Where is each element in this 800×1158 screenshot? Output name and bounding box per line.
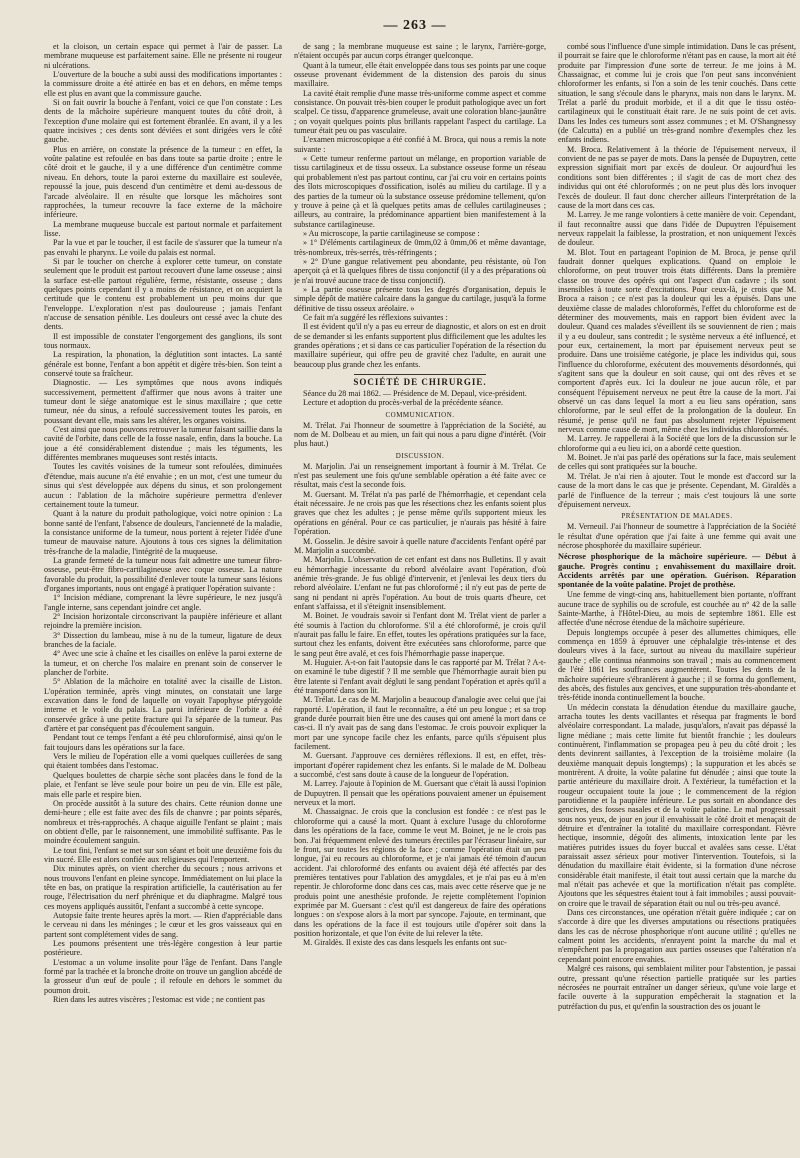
- paragraph: M. Chassaignac. Je crois que la conclusion est fondée : ce n'est pas le chloroforme qui a causé la mort. Quant à exclure l'usage du chloroforme dans les opérations de la face, comme le veut M. Boinet, je ne le crois pas bon. J'ai fréquemment enlevé des tumeurs érectiles par l'écraseur linéaire, sur le front, sur toutes les régions de la face ; comme l'opération était un peu longue, j'ai eu recours au chloroforme, et je n'ai jamais été témoin d'aucun accident. J'ai chloroformé des enfants ou avaient déjà été affectés par des premières tentatives pour l'ablation des amygdales, et je n'ai pas eu à m'en repentir. Je chloroforme donc dans ces cas, mais avec cette réserve que je ne produis point une anesthésie profonde. Je rejette complètement l'opinion exprimée par M. Guersant : c'est qu'il est dangereux de faire des opérations longues : on s'expose alors à la mort par syncope. J'ajoute, en terminant, que dans les opérations de la face il est toujours utile d'opérer soit dans la position horizontale, et que l'on évite de lui relever la tête.: [294, 807, 546, 938]
- paragraph: Une femme de vingt-cinq ans, habituellement bien portante, n'offrant aucune trace de syphilis ou de scrofule, est couchée au n° 42 de la salle Sainte-Marthe, à l'Hôtel-Dieu, au mois de septembre 1861. Elle est affectée d'une nécrose étendue de la mâchoire supérieure.: [558, 590, 796, 628]
- paragraph: 4° Avec une scie à chaîne et les cisailles on enlève la paroi externe de la tumeur, et on cherche l'os malaire en prenant soin de conserver le plancher de l'orbite.: [44, 649, 282, 678]
- paragraph: M. Guersant. M. Trélat n'a pas parlé de l'hémorrhagie, et cependant cela était nécessaire. Je ne crois pas que les résections chez les enfants soient plus graves que chez les adultes ; je pense même qu'ils supportent mieux les opérations en général. Pour ce cas particulier, je n'aurais pas hésité à faire l'opération.: [294, 489, 546, 537]
- paragraph: La grande fermeté de la tumeur nous fait admettre une tumeur fibro-osseuse, peut-être fibro-cartilagineuse avec coque osseuse. La nature favorable du produit, la possibilité d'enlever toute la tumeur sans lésions d'organes importants, nous ont engagé à pratiquer l'opération suivante :: [44, 555, 282, 593]
- paragraph: M. Larrey. J'ajoute à l'opinion de M. Guersant que c'était là aussi l'opinion de Dupuytren. Il pensait que les opérations pouvaient amener un épuisement nerveux et la mort.: [294, 779, 546, 808]
- paragraph: M. Trélat. Le cas de M. Marjolin a beaucoup d'analogie avec celui que j'ai rapporté. L'opération, il faut le reconnaître, a été un peu longue ; et sa trop grande durée pourrait bien être une des causes qui ont amené la mort dans ce cas-ci. Il n'y avait pas de sang dans l'estomac. Je crois pouvoir expliquer la mort par une syncope facile chez les enfants, parce qu'ils s'épuisent plus facilement.: [294, 695, 546, 752]
- communication-text: [294, 421, 546, 449]
- paragraph: Plus en arrière, on constate la présence de la tumeur : en effet, la voûte palatine est refoulée en bas dans toute sa partie droite ; entre le côté droit et le gauche, il y a une différence d'un centimètre comme niveau. En dehors, toute la paroi externe du maxillaire est soulevée, repoussé la joue, puis descend d'un centimètre et demi au-dessous de l'arcade alvéolaire. Il en résulte que lorsque les mâchoires sont rapprochées, la tumeur recouvre la face externe de la mâchoire inférieure.: [44, 144, 282, 220]
- paragraph: M. Guersant. J'approuve ces dernières réflexions. Il est, en effet, très-important d'opérer rapidement chez les enfants. Si le malade de M. Dolbeau a succombé, c'est sans doute à cause de la longueur de l'opération.: [294, 751, 546, 780]
- paragraph: M. Huguier. A-t-on fait l'autopsie dans le cas rapporté par M. Trélat ? A-t-on examiné le tube digestif ? Il me semble que l'hémorrhagie aurait bien pu être latente si l'enfant avait dégluti le sang pendant l'opération et après qu'il a été transporté dans son lit.: [294, 657, 546, 695]
- paragraph: M. Gosselin. Je désire savoir à quelle nature d'accidents l'enfant opéré par M. Marjolin a succombé.: [294, 536, 546, 555]
- paragraph: M. Boinet. Je voudrais savoir si l'enfant dont M. Trélat vient de parler a été soumis à l'action du chloroforme. S'il a été chloroformé, je crois qu'il n'aurait pas fallu le faire. En effet, toutes les opérations pratiquées sur la face, surtout chez les enfants, doivent être exécutées sans chloroforme, parce que le sang peut être avalé, et ces fois l'hémorrhagie passe inaperçue.: [294, 611, 546, 658]
- paragraph: M. Trélat. J'ai l'honneur de soumettre à l'appréciation de la Société, au nom de M. Dolbeau et au mien, un fait qui nous a paru digne d'intérêt. (Voir plus haut.): [294, 420, 546, 449]
- column-right: [558, 42, 796, 1011]
- presentation-intro: [558, 522, 796, 550]
- paragraph: Malgré ces raisons, qui semblaient militer pour l'abstention, je passai outre, pressant qu'une résection partielle pratiquée sur les parties nécrosées ne pourrait entraîner un danger sérieux, qu'une voie large et facile ouverte à la suppuration empêcherait la stagnation et la putréfaction du pus, et qu'enfin la soustraction des os jouant le: [558, 964, 796, 1011]
- paragraph: M. Broca. Relativement à la théorie de l'épuisement nerveux, il convient de ne pas se payer de mots. Dans la pensée de Dupuytren, cette expression signifiait mort par excès de douleur. Or aujourd'hui les conditions sont bien différentes ; il s'agit de cas de mort chez des individus qui ont été chloroformés ; on ne peut plus dès lors invoquer l'excès de douleur. Il faut donc chercher ailleurs l'interprétation de la cause de la mort dans ces cas.: [558, 144, 796, 210]
- page-number: — 263 —: [383, 18, 447, 33]
- paragraph: Quant à la tumeur, elle était enveloppée dans tous ses points par une coque osseuse provenant évidemment de la distension des parois du sinus maxillaire.: [294, 60, 546, 89]
- paragraph: C'est ainsi que nous pouvons retrouver la tumeur faisant saillie dans la cavité de l'orbite, dans celle de la fosse nasale, enfin, dans la bouche. La joue a été considérablement distendue ; mais les téguments, les différentes membranes muqueuses sont restés intacts.: [44, 425, 282, 463]
- paragraph: La cavité était remplie d'une masse très-uniforme comme aspect et comme consistance. On pouvait très-bien couper le produit pathologique avec un fort scalpel. Ce tissu, d'apparence grumeleuse, avait une coloration blanc-jaunâtre ; on voyait quelques points plus brillants rappelant l'aspect du cartilage. La tumeur était peu ou pas vasculaire.: [294, 88, 546, 136]
- presentation-heading: PRÉSENTATION DE MALADES.: [621, 512, 733, 521]
- session-info: [294, 389, 546, 408]
- paragraph: combé sous l'influence d'une simple intimidation. Dans le cas présent, il pourrait se faire que le chloroforme n'étant pas en cause, la mort ait été produite par l'impression d'une sorte de terreur. Je me joins à M. Chassaignac, et comme lui je crois que l'on peut sans inconvénient chloroformer les enfants, si l'on a soin de les tenir couchés. Dans cette situation, le sang s'écoule dans le pharynx, mais non dans le larynx. M. Trélat a parlé du produit morbide, et il a dit que le tissu ostéo-cartilagineux qui le constituait était rare. Je ne suis point de cet avis. Dans les Indes ces tumeurs sont assez communes ; et M. O'Shangnessy (de Calcutta) en a publié un très-grand nombre d'exemples chez les enfants indiens.: [558, 42, 796, 145]
- paragraph: Le tout fini, l'enfant se met sur son séant et boit une deuxième fois du vin sucré. Elle est alors confiée aux religieuses qui l'emportent.: [44, 845, 282, 864]
- communication-heading: COMMUNICATION.: [385, 410, 455, 419]
- paragraph: 5° Ablation de la mâchoire en totalité avec la cisaille de Liston. L'opération terminée, après vingt minutes, on constatait une large excavation dans le fond de laquelle on voyait l'apophyse ptérygoïde interne et le voile du palais. La paroi inférieure de l'orbite a été conservée grâce à une petite fracture qui l'a séparée de la tumeur. Pas d'artère et par conséquent pas d'écoulement sanguin.: [44, 677, 282, 734]
- paragraph: » La partie osseuse présente tous les degrés d'organisation, depuis le simple dépôt de matière calcaire dans la gangue du cartilage, jusqu'à la forme définitive de tissu osseux aréolaire. »: [294, 284, 546, 313]
- paragraph: M. Marjolin. L'observation de cet enfant est dans nos Bulletins. Il y avait eu hémorrhagie incessante du rebord alvéolaire avant l'opération, d'où anémie très-grande. Je fus obligé d'intervenir, et j'enlevai les deux tiers du rebord alvéolaire. L'enfant ne fut pas chloroformé ; il n'y eut pas de perte de sang ni pendant ni après l'opération. Au bout de trois quarts d'heure, cet enfant s'affaissa, et il s'éteignit insensiblement.: [294, 555, 546, 611]
- paragraph: L'estomac a un volume insolite pour l'âge de l'enfant. Dans l'angle formé par la trachée et la bronche droite on trouve un ganglion abcédé de la grosseur d'un œuf de poule ; il refoule en dehors le sommet du poumon droit.: [44, 957, 282, 995]
- case-continuation: [294, 42, 546, 369]
- paragraph: Rien dans les autres viscères ; l'estomac est vide ; ne contient pas: [53, 995, 265, 1005]
- paragraph: M. Giraldès. Il existe des cas dans lesquels les enfants ont suc-: [303, 938, 507, 948]
- paragraph: M. Boinet. Je n'ai pas parlé des opérations sur la face, mais seulement de celles qui sont pratiquées sur la bouche.: [558, 453, 796, 472]
- paragraph: M. Verneuil. J'ai l'honneur de soumettre à l'appréciation de la Société le résultat d'une opération que j'ai faite à une femme qui avait une nécrose phosphorée du maxillaire supérieur.: [558, 522, 796, 550]
- paragraph: Lecture et adoption du procès-verbal de la précédente séance.: [303, 398, 504, 408]
- paragraph: Si on fait ouvrir la bouche à l'enfant, voici ce que l'on constate : Les dents de la mâchoire supérieure manquent toutes du côté droit, à l'exception d'une molaire qui est fortement ébranlée. En avant, il y a les quatre incisives ; ces dents sont déviées et sont dirigées vers le côté gauche.: [44, 98, 282, 145]
- paragraph: 3° Dissection du lambeau, mise à nu de la tumeur, ligature de deux branches de la faciale.: [44, 630, 282, 649]
- paragraph: Les poumons présentent une très-légère congestion à leur partie postérieure.: [44, 939, 282, 958]
- paragraph: 1° Incision médiane, comprenant la lèvre supérieure, le nez jusqu'à l'angle interne, sans cependant joindre cet angle.: [44, 593, 282, 612]
- paragraph: Quelques boulettes de charpie sèche sont placées dans le fond de la plaie, et l'enfant se lève seule pour boire un peu de vin. Elle est pâle, mais elle parle et respire bien.: [44, 770, 282, 799]
- paragraph: La respiration, la phonation, la déglutition sont intactes. La santé générale est bonne, l'enfant a bon appétit et digère très-bien. Son teint a conservé toute sa fraîcheur.: [44, 350, 282, 379]
- case-title: Nécrose phosphorique de la mâchoire supérieure. — Début à gauche. Progrès continu ; envahissement du maxillaire droit. Accidents arrêtés par une opération. Guérison. Réparation spontanée de la voûte palatine. Projet de prothèse.: [558, 552, 796, 590]
- paragraph: de sang ; la membrane muqueuse est saine ; le larynx, l'arrière-gorge, n'étaient occupés par aucun corps étranger quelconque.: [294, 42, 546, 61]
- paragraph: M. Blot. Tout en partageant l'opinion de M. Broca, je pense qu'il faudrait donner quelques explications. Quand on emploie le chloroforme, on peut trouver trois états différents. Dans la première classe on trouve des opérés qui ont l'aspect d'un cadavre ; ils sont insensibles à toute sorte d'excitations. Pour ceux-là, je crois que M. Broca a raison ; ce n'est pas la douleur qui les a épuisés. Dans une deuxième classe de malades chloroformés, l'effet du chloroforme est de déterminer des mouvements, mais en rapport bien évident avec la douleur. Quand ces malades s'éveillent ils se souviennent de rien ; mais il y a eu douleur, sans contredit ; le système nerveux a été influencé, et pour eux, certainement, la mort par épuisement nerveux peut se produire. Dans une troisième catégorie, je place les individus qui, sous l'influence du chloroforme, exécutent des mouvements désordonnés, qui s'agitent sans que la douleur en soit cause, qui ont des rêves et se comportent d'après eux. Ici la douleur ne joue aucun rôle, et par conséquent l'épuisement nerveux ne peut être la cause de la mort. J'ai observé un cas dans lequel la mort a eu lieu sans opération, sans chloroforme, par le seul effet de la prolongation de la douleur. En résumé, je pense qu'il ne faut pas absolument rejeter l'épuisement nerveux comme cause de mort, même chez les individus chloroformés.: [558, 247, 796, 435]
- discussion-continuation: [558, 42, 796, 509]
- paragraph: M. Trélat. Je n'ai rien à ajouter. Tout le monde est d'accord sur la cause de la mort dans le cas que je présente. Cependant, M. Giraldès a parlé de l'influence de la terreur ; mais c'est toujours là une sorte d'épuisement nerveux.: [558, 471, 796, 509]
- paragraph: Ce fait m'a suggéré les réflexions suivantes :: [303, 312, 448, 322]
- paragraph: M. Larrey. Je me range volontiers à cette manière de voir. Cependant, il faut reconnaître aussi que dans l'idée de Dupuytren l'épuisement nerveux rappelait la faiblesse, la prostration, et non uniquement l'excès de douleur.: [558, 210, 796, 248]
- paragraph: Vers le milieu de l'opération elle a vomi quelques cuillerées de sang qui étaient tombées dans l'estomac.: [44, 752, 282, 771]
- case-report: [558, 590, 796, 1010]
- paragraph: Diagnostic. — Les symptômes que nous avons indiqués successivement, permettent d'affirmer que nous avons à traiter une tumeur dont le siége anatomique est le sinus maxillaire ; que cette tumeur, née du sinus, a refoulé successivement toutes les parois, en poussant devant elle, mais sans les altérer, les organes voisins.: [44, 378, 282, 425]
- society-title: SOCIÉTÉ DE CHIRURGIE.: [353, 377, 487, 388]
- paragraph: Autopsie faite trente heures après la mort. — Rien d'appréciable dans le cerveau ni dans les méninges ; le cœur et les gros vaisseaux qui en partent sont complétement vides de sang.: [44, 910, 282, 939]
- paragraph: L'ouverture de la bouche a subi aussi des modifications importantes : la commissure droite a été attirée en bas et en dehors, en même temps elle est plus en avant que la commissure gauche.: [44, 70, 282, 98]
- paragraph: M. Larrey. Je rappellerai à la Société que lors de la discussion sur le chloroforme qui a eu lieu ici, on a abordé cette question.: [558, 434, 796, 453]
- paragraph: Il est évident qu'il n'y a pas eu erreur de diagnostic, et alors on est en droit de se demander si les enfants supportent plus difficilement que les adultes les grandes opérations ; et si dans ce cas particulier l'opération de la résection du maxillaire supérieur, qui offre peu de gravité chez l'adulte, en aurait une beaucoup plus grande chez les enfants.: [294, 322, 546, 369]
- paragraph: Depuis longtemps occupée à peser des allumettes chimiques, elle commença en 1859 à éprouver une céphalalgie très-intense et des douleurs vives à la face, surtout au niveau du maxillaire supérieur gauche ; elle continua néanmoins son travail ; mais au commencement de l'été 1861 les souffrances augmentèrent. Toutes les dents de la mâchoire supérieure s'ébranlèrent à gauche ; il se forma du gonflement, des abcès, des fistules aux gencives, et une suppuration très-abondante et très-fétide inonda continuellement la bouche.: [558, 627, 796, 703]
- discussion-heading: DISCUSSION.: [395, 451, 445, 460]
- paragraph: Si par le toucher on cherche à explorer cette tumeur, on constate seulement que le produit est partout recouvert d'une lame osseuse ; ainsi la surface est-elle partout régulière, ferme, résistante, osseuse ; dans quelques points cependant il y a moins de résistance, et on acquiert la certitude que le contenu est probablement un peu moins dur que l'enveloppe. L'exploration n'est pas douloureuse ; jamais l'enfant n'accuse de sensation pénible. Les douleurs ont cessé avec la chute des dents.: [44, 256, 282, 332]
- paragraph: » 1° D'éléments cartilagineux de 0mm,02 à 0mm,06 et même davantage, très-nombreux, très-serrés, très-réfringents ;: [294, 238, 546, 257]
- discussion-text: [294, 462, 546, 948]
- paragraph: La membrane muqueuse buccale est partout normale et parfaitement lisse.: [44, 219, 282, 238]
- paragraph: Pendant tout ce temps l'enfant a été peu chloroformisé, ainsi qu'on le fait toujours dans les opérations sur la face.: [44, 733, 282, 752]
- column-left: [44, 42, 282, 1011]
- paragraph: » 2° D'une gangue relativement peu abondante, peu résistante, où l'on aperçoit çà et là quelques fibres de tissu conjonctif (il y a des préparations où je n'ai trouvé aucune trace de tissu conjonctif).: [294, 256, 546, 285]
- paragraph: Séance du 28 mai 1862. — Présidence de M. Depaul, vice-président.: [303, 389, 527, 399]
- paragraph: Un médecin constata la dénudation étendue du maxillaire gauche, arracha toutes les dents vacillantes et résequa par fragments le bord alvéolaire correspondant. La malade, jusqu'alors, n'avait pas dépassé la ligne médiane ; mais cette limite fut bientôt franchie ; les douleurs continuèrent, l'inflammation se propagea peu à peu du côté droit ; les dents devinrent saillantes, à l'exception de la troisième molaire (la deuxième manquait depuis longtemps) ; la suppuration et les abcès se montrèrent. A droite, la voûte palatine fut dénudée ; ainsi que toute la partie antérieure du maxillaire droit. A l'extérieur, la tuméfaction et la rougeur occupaient toute la joue ; le commencement de la région parotidienne et la paupière inférieure. Le pus sortait en abondance des gencives, des fosses nasales et de la voûte palatine. Le mal progressait sous nos yeux, de jour en jour il envahissait le côté droit et menaçait de détruire et d'entraîner la totalité du maxillaire correspondant. Fièvre hectique, insomnie, dégoût des aliments, intoxication lente par les matières putrides issues du foyer buccal et avalées sans cesse. L'état paraissait assez sérieux pour motiver l'intervention. Toutefois, si la dénudation du maxillaire était évidente, si la formation d'une nécrose considérable était manifeste, il était tout aussi certain que la marche du mal n'était pas achevée et que la mortification n'était pas complète. Ajoutons que les séquestres étaient tout à fait immobiles ; aussi pouvait-on croire que le travail de séparation était ou nul ou très-peu avancé.: [558, 702, 796, 908]
- paragraph: M. Marjolin. J'ai un renseignement important à fournir à M. Trélat. Ce n'est pas seulement une fois qu'une semblable opération a été faite avec ce résultat, mais c'est la seconde fois.: [294, 461, 546, 490]
- paragraph: Dix minutes après, on vient chercher du secours ; nous arrivons et nous trouvons l'enfant en pleine syncope. Immédiatement on lui place la tête en bas, on pratique la respiration artificielle, la cautérisation au fer rouge, l'électrisation du nerf phrénique et du diaphragme. Malgré tous ces moyens appliqués aussitôt, l'enfant a succombé à cette syncope.: [44, 864, 282, 911]
- paragraph: Dans ces circonstances, une opération n'était guère indiquée ; car on s'accorde à dire que les diverses amputations ou résections pratiquées dans les cas de nécrose phosphorique n'ont aucune utilité ; qu'elles ne calment point les accidents, n'enrayent point la marche du mal et n'empêchent pas la propagation aux parties osseuses que l'altération n'a cependant point encore envahies.: [558, 908, 796, 964]
- paragraph: L'examen microscopique a été confié à M. Broca, qui nous a remis la note suivante :: [294, 135, 546, 154]
- section-divider: [354, 374, 486, 375]
- paragraph: » Au microscope, la partie cartilagineuse se compose :: [303, 228, 480, 238]
- paragraph: Par la vue et par le toucher, il est facile de s'assurer que la tumeur n'a pas envahi le pharynx. Le voile du palais est normal.: [44, 238, 282, 257]
- paragraph: 2° Incision horizontale circonscrivant la paupière inférieure et allant rejoindre la première incision.: [44, 611, 282, 631]
- paragraph: et la cloison, un certain espace qui permet à l'air de passer. La membrane muqueuse est parfaitement saine. Elle ne présente ni rougeur ni ulcérations.: [44, 42, 282, 70]
- paragraph: Toutes les cavités voisines de la tumeur sont refoulées, diminuées d'étendue, mais aucune n'a été envahie ; en un mot, c'est une tumeur du sinus qui s'est développée aux dépens du sinus, et son prolongement aucun : l'ablation de la mâchoire supérieure permettra d'enlever certainement toute la tumeur.: [44, 462, 282, 509]
- paragraph: Il est impossible de constater l'engorgement des ganglions, ils sont tous normaux.: [44, 331, 282, 350]
- columns: [44, 42, 796, 1011]
- paragraph: On procède aussitôt à la suture des chairs. Cette réunion donne une demi-heure ; elle est faite avec des fils de chanvre ; par points séparés, nombreux et très-rapprochés. A chaque aiguille l'enfant se plaint ; mais on obtient d'elle, par le raisonnement, une immobilité suffisante. Pas le moindre écoulement sanguin.: [44, 798, 282, 846]
- column-middle: [294, 42, 546, 1011]
- paragraph: Quant à la nature du produit pathologique, voici notre opinion : La bonne santé de l'enfant, l'absence de douleurs, l'ancienneté de la maladie, la consistance uniforme de la tumeur, nous portent à rejeter l'idée d'une tumeur de mauvaise nature. Ajoutons à tous ces signes la délimitation très-franche de la maladie, l'intégrité de la muqueuse.: [44, 509, 282, 556]
- paragraph: « Cette tumeur renferme partout un mélange, en proportion variable de tissu cartilagineux et de tissu osseux. La substance osseuse forme un réseau qui probablement n'est pas partout continu, car j'ai cru voir en certains points des îlots microscopiques d'ossification, isolés au milieu du cartilage. Il y a des parties de la tumeur où la substance osseuse prédomine tellement, qu'on y trouve à peine çà et là quelques petits amas de cellules cartilagineuses ; ailleurs, au contraire, la prédominance appartient bien manifestement à la substance cartilagineuse.: [294, 154, 546, 229]
